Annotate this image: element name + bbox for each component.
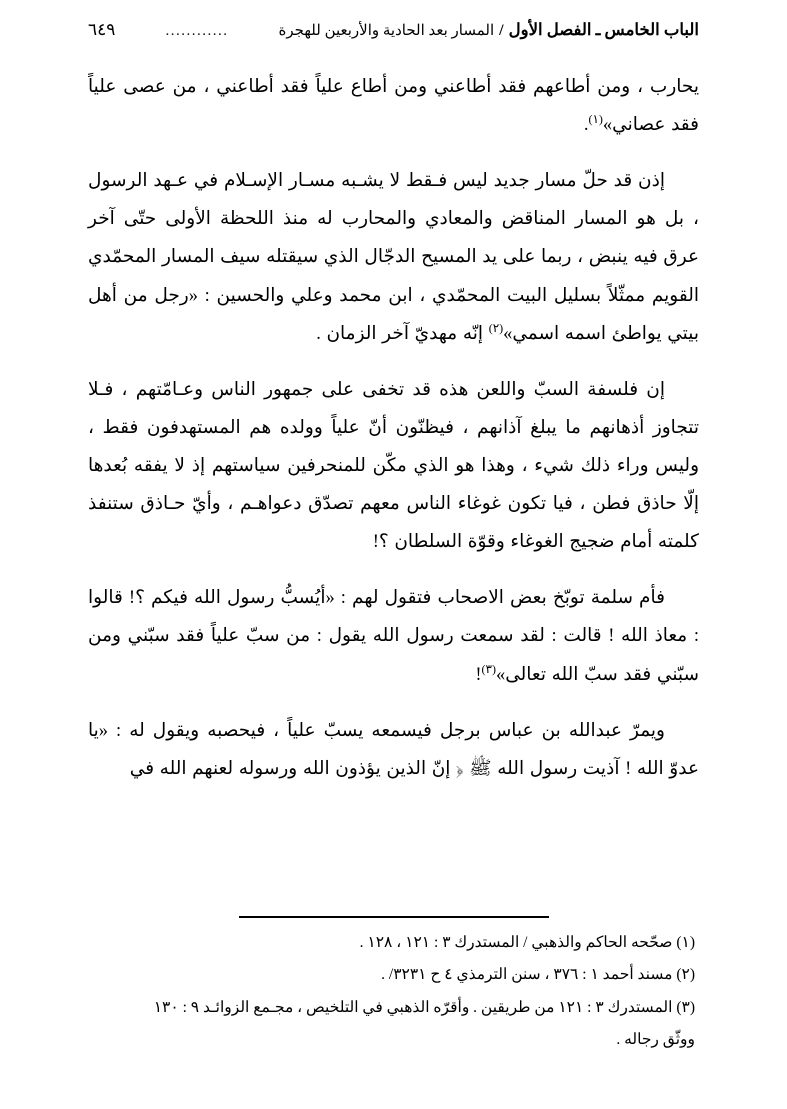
paragraph-2-tail: إنّه مهديّ آخر الزمان . bbox=[316, 323, 484, 344]
paragraph-3 bbox=[88, 371, 699, 562]
footnote-list bbox=[88, 928, 699, 1055]
paragraph-2-text: إذن قد حلّ مسار جديد ليس فـقط لا يشـبه مسـار الإسـلام في عـهد الرسول ، بل هو المسار المناقض والمعادي والمحارب له منذ اللحظة الأولى حتّى آخر عرق فيه ينبض ، ربما على يد المسيح الدجّال الذي سيقتله سيف المسار المحمّدي القويم ممثّلاً بسليل البيت المحمّدي ، ابن محمد وعلي والحسين : «رجل من أهل بيتي يواطئ اسمه اسمي» bbox=[88, 171, 699, 344]
footnote-area bbox=[88, 910, 699, 1057]
header-separator: / bbox=[499, 22, 504, 39]
paragraph-1-text: يحارب ، ومن أطاعهم فقد أطاعني ومن أطاع علياً فقد أطاعني ، من عصى علياً فقد عصاني» bbox=[88, 77, 699, 136]
footnote-item: (٣) المستدرك ٣ : ١٢١ من طريقين . وأقرّه الذهبي في التلخيص ، مجـمع الزوائـد ٩ : ١٣٠ bbox=[153, 998, 695, 1016]
paragraph-4-tail: ! bbox=[475, 664, 482, 685]
paragraph-1 bbox=[88, 68, 699, 144]
footnote-ref-1: (١) bbox=[588, 111, 603, 126]
footnote-item: (١) صحّحه الحاكم والذهبي / المستدرك ٣ : ١٢١ ، ١٢٨ . bbox=[359, 934, 695, 952]
footnote-ref-3: (٣) bbox=[481, 661, 496, 676]
paragraph-3-text: إن فلسفة السبّ واللعن هذه قد تخفى على جمهور الناس وعـامّتهم ، فـلا تتجاوز أذهانهم ما يبلغ آذانهم ، فيظنّون أنّ علياً وولده هم المستهدفون فقط ، وليس وراء ذلك شيء ، وهذا هو الذي مكّن للمنحرفين سياستهم إذ لا يفقه بُعدها إلّا حاذق فطن ، فيا تكون غوغاء الناس معهم تصدّق دعواهـم ، وأيّ حـاذق ستنفذ كلمته أمام ضجيج الغوغاء وقوّة السلطان ؟! bbox=[88, 379, 699, 553]
paragraph-4 bbox=[88, 579, 699, 693]
page-number: ٦٤٩ bbox=[88, 20, 116, 39]
footnote-item: (٢) مسند أحمد ١ : ٣٧٦ ، سنن الترمذي ٤ ح ٣٢٣١/ . bbox=[381, 966, 695, 984]
paragraph-4-text: فأم سلمة توبّخ بعض الاصحاب فتقول لهم : «أيُسبُّ رسول الله فيكم ؟! قالوا : معاذ الله ! قالت : لقد سمعت رسول الله يقول : من سبّ علياً فقد سبّني ومن سبّني فقد سبّ الله تعالى» bbox=[88, 588, 699, 685]
footnote-continuation: ووثّق رجاله . bbox=[616, 1030, 695, 1048]
paragraph-1-tail: . bbox=[583, 115, 589, 136]
header-chapter-title: الباب الخامس ـ الفصل الأول bbox=[508, 20, 699, 39]
header-dot-leader: ............ bbox=[165, 23, 229, 39]
paragraph-2 bbox=[88, 162, 699, 353]
page-content bbox=[88, 20, 699, 806]
footnote-separator-rule bbox=[239, 916, 549, 918]
paragraph-5-text: ويمرّ عبدالله بن عباس برجل فيسمعه يسبّ علياً ، فيحصبه ويقول له : «يا عدوّ الله ! آذيت رسول الله ﷺ ﴿ إنّ الذين يؤذون الله ورسوله لعنهم الله في bbox=[88, 720, 699, 779]
header-section-title: المسار بعد الحادية والأربعين للهجرة bbox=[278, 23, 495, 39]
footnote-ref-2: (٢) bbox=[488, 320, 504, 335]
paragraph-5 bbox=[88, 712, 699, 788]
body-text bbox=[88, 68, 699, 788]
running-header bbox=[88, 20, 699, 42]
